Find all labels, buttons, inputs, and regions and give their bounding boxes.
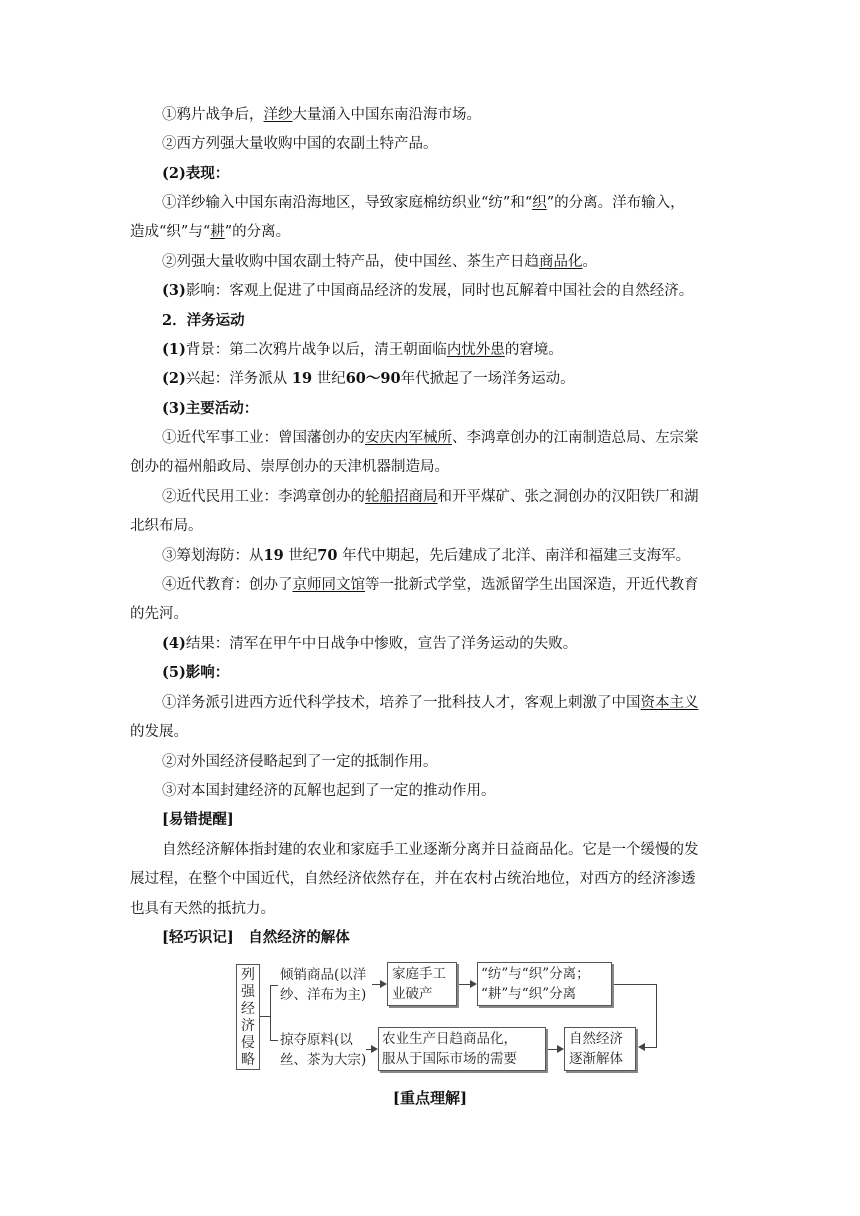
text: 世纪 [316,371,346,387]
box-b-line2: “耕”与“织”分离 [481,986,577,1002]
connector-line [270,985,271,1041]
text: ②列强大量收购中国农副土特产品，使中国丝、茶生产日趋 [162,254,539,270]
arrow-right-icon [380,980,387,988]
connector-line [260,1016,270,1017]
text: 造成“织”与“ [130,224,211,240]
para-error-alert-cont-1: 展过程，在整个中国近代，自然经济依然存在，并在农村占统治地位，对西方的经济渗透 [130,871,696,887]
text: ①鸦片战争后， [162,107,264,123]
para-influence-1-cont: 的发展。 [130,724,188,740]
underlined-term: 轮船招商局 [365,489,438,505]
text: 和开平煤矿、张之洞创办的汉阳铁厂和湖 [437,489,699,505]
arrow-right-icon [470,980,477,988]
para-cause-2: ②西方列强大量收购中国的农副土特产品。 [162,136,438,152]
underlined-term: 耕 [210,224,225,240]
box-d-line1: 自然经济 [569,1031,623,1047]
para-influence-3: ③对本国封建经济的瓦解也起到了一定的推动作用。 [162,783,496,799]
text: 兴起：洋务派从 [185,371,288,387]
para-error-alert: 自然经济解体指封建的农业和家庭手工业逐渐分离并日益商品化。它是一个缓慢的发 [162,842,699,858]
arrow-right-icon [557,1045,564,1053]
vchar: 经 [241,1001,255,1017]
branch-plunder-line1: 掠夺原料(以 [280,1032,353,1048]
text: 、李鸿章创办的江南制造总局、左宗棠 [452,430,699,446]
heading-manifestation: (2)表现： [162,165,230,182]
box-b-line1: “纺”与“织”分离； [481,966,590,982]
para-military-industry-cont: 创办的福州船政局、崇厚创办的天津机器制造局。 [130,459,449,475]
heading-key-understanding: [重点理解] [392,1089,468,1107]
text: 世纪 [288,548,318,564]
number: 19 [291,370,313,387]
box-d-line2: 逐渐解体 [569,1051,623,1067]
heading-influence: (5)影响： [162,664,230,681]
underlined-term: 商品化 [539,254,583,270]
connector-line [270,1040,278,1041]
underlined-term: 织 [532,195,547,211]
box-a-line2: 业破产 [392,986,433,1002]
text: 结果：清军在甲午中日战争中惨败，宣告了洋务运动的失败。 [185,636,578,652]
text: 年代掀起了一场洋务运动。 [400,371,575,387]
para-civil-industry-cont: 北织布局。 [130,518,203,534]
number: 19 [263,547,284,564]
vchar: 侵 [241,1035,255,1051]
connector-line [614,984,656,985]
vchar: 列 [241,967,255,983]
number: 70 [317,547,338,564]
text: ”的分离。洋布输入， [546,195,685,211]
para-influence-2: ②对外国经济侵略起到了一定的抵制作用。 [162,754,438,770]
underlined-term: 安庆内军械所 [365,430,452,446]
arrow-left-icon [638,1043,645,1051]
vchar: 强 [241,984,255,1000]
text: 年代中期起，先后建成了北洋、南洋和福建三支海军。 [342,548,691,564]
text: ①近代军事工业：曾国藩创办的 [162,430,365,446]
number: 60～90 [345,370,401,387]
text: 背景：第二次鸦片战争以后，清王朝面临 [185,342,447,358]
section-heading-yangwu: 2．洋务运动 [162,312,245,329]
box-c-line1: 农业生产日趋商品化， [382,1031,517,1047]
connector-line [644,1047,657,1048]
heading-quick-memory: [轻巧识记] 自然经济的解体 [162,929,350,946]
underlined-term: 京师同文馆 [292,577,365,593]
label: (4) [162,635,186,652]
heading-main-activities: (3)主要活动： [162,400,259,417]
label: (3) [162,282,186,299]
text: 影响：客观上促进了中国商品经济的发展，同时也瓦解着中国社会的自然经济。 [185,283,694,299]
text: 大量涌入中国东南沿海市场。 [292,107,481,123]
vchar: 济 [241,1018,255,1034]
text: ④近代教育：创办了 [162,577,293,593]
text: ②近代民用工业：李鸿章创办的 [162,489,365,505]
label: (1) [162,341,186,358]
connector-line [270,985,278,986]
arrow-right-icon [371,1045,378,1053]
box-a-line1: 家庭手工 [392,966,446,982]
heading-error-alert: [易错提醒] [162,811,234,828]
text: ①洋务派引进西方近代科学技术，培养了一批科技人才，客观上刺激了中国 [162,695,641,711]
text: 的窘境。 [504,342,563,358]
branch-plunder-line2: 丝、茶为大宗) [280,1052,367,1068]
underlined-term: 内忧外患 [446,342,505,358]
text: ①洋纱输入中国东南沿海地区，导致家庭棉纺织业“纺”和“ [162,195,533,211]
connector-line [656,984,657,1048]
label: (2) [162,370,186,387]
text: ③筹划海防：从 [162,548,264,564]
para-education-cont: 的先河。 [130,606,188,622]
text: 等一批新式学堂，选派留学生出国深造，开近代教育 [365,577,699,593]
branch-dumping-line1: 倾销商品(以洋 [280,967,367,983]
underlined-term: 资本主义 [640,695,699,711]
box-c-line2: 服从于国际市场的需要 [382,1051,517,1067]
text: ”的分离。 [224,224,291,240]
branch-dumping-line2: 纱、洋布为主) [280,987,367,1003]
para-error-alert-cont-2: 也具有天然的抵抗力。 [130,901,275,917]
text: 。 [582,254,597,270]
vchar: 略 [241,1052,255,1068]
underlined-term: 洋纱 [263,107,293,123]
